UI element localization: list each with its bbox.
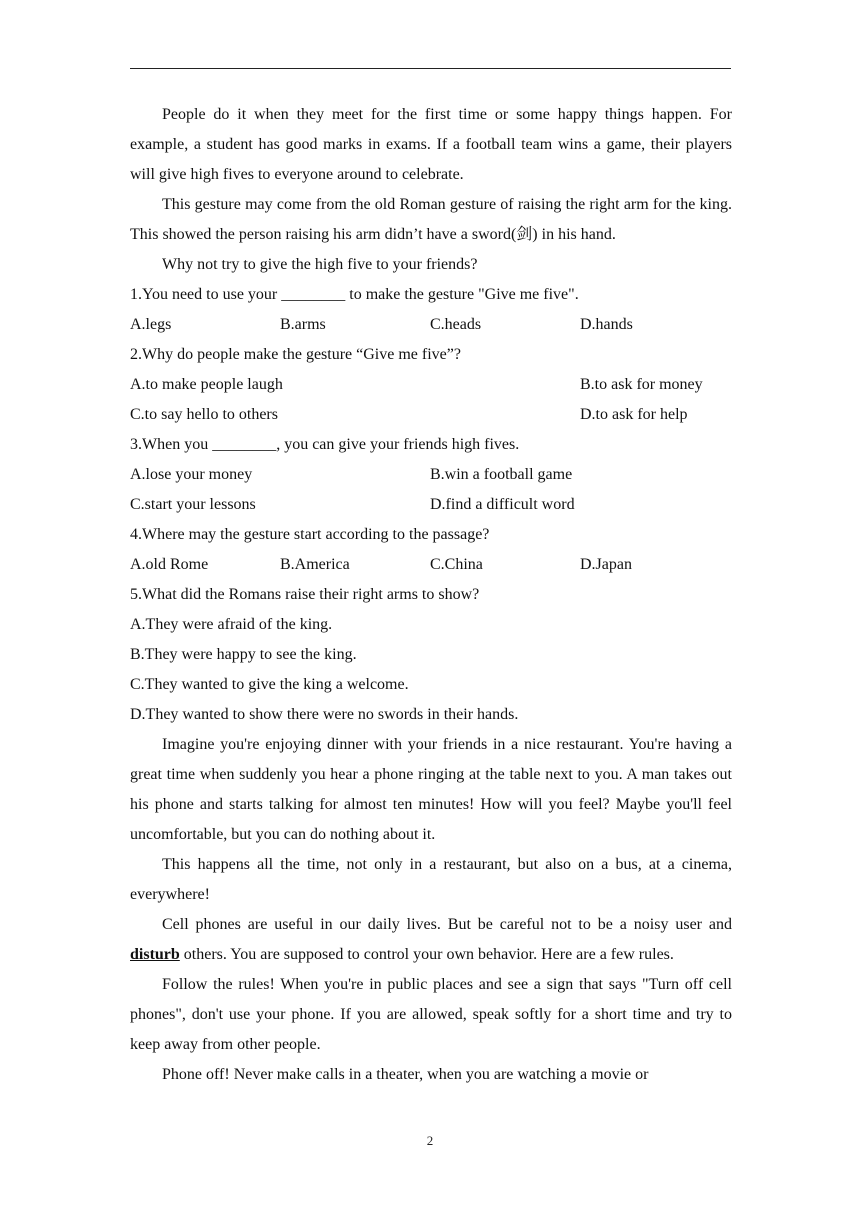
passage2-paragraph-1: Imagine you're enjoying dinner with your friends in a nice restaurant. You're having a great time when suddenly you hear a phone ringing at the table next to you. A man takes out his phone and starts talking for almost ten minutes! How will you feel? Maybe you'll feel uncomfortable, but you can do nothing about it. xyxy=(130,736,732,843)
paragraph-text-before: Cell phones are useful in our daily lives. But be careful not to be a noisy user and xyxy=(162,916,732,933)
question-3-options-row-2 xyxy=(130,490,732,520)
question-1-options xyxy=(130,310,732,340)
option-d: D.to ask for help xyxy=(580,406,688,423)
option-a: A.legs xyxy=(130,316,172,333)
passage2-paragraph-4: Follow the rules! When you're in public places and see a sign that says "Turn off cell phones", don't use your phone. If you are allowed, speak softly for a short time and try to keep away from other people. xyxy=(130,976,732,1053)
option-c: C.China xyxy=(430,556,483,573)
paragraph-text-after: others. You are supposed to control your own behavior. Here are a few rules. xyxy=(179,946,674,963)
option-d: D.They wanted to show there were no swords in their hands. xyxy=(130,706,519,723)
question-3-stem: 3.When you ________, you can give your friends high fives. xyxy=(130,436,520,453)
passage1-paragraph-2: This gesture may come from the old Roman gesture of raising the right arm for the king. This showed the person raising his arm didn’t have a sword(剑) in his hand. xyxy=(130,196,732,243)
question-5-stem: 5.What did the Romans raise their right arms to show? xyxy=(130,586,480,603)
passage1-paragraph-1: People do it when they meet for the first time or some happy things happen. For example, a student has good marks in exams. If a football team wins a game, their players will give high fives to everyone around to celebrate. xyxy=(130,106,732,183)
question-1-stem: 1.You need to use your ________ to make the gesture "Give me five". xyxy=(130,286,579,303)
option-d: D.find a difficult word xyxy=(430,496,575,513)
option-d: D.Japan xyxy=(580,556,632,573)
option-b: B.America xyxy=(280,556,350,573)
option-a: A.lose your money xyxy=(130,466,253,483)
option-a: A.old Rome xyxy=(130,556,209,573)
option-b: B.They were happy to see the king. xyxy=(130,646,357,663)
question-3-options-row-1 xyxy=(130,460,732,490)
underlined-keyword: disturb xyxy=(130,946,180,963)
document-body xyxy=(130,100,732,1090)
question-4-stem: 4.Where may the gesture start according to the passage? xyxy=(130,526,490,543)
option-a: A.They were afraid of the king. xyxy=(130,616,333,633)
option-a: A.to make people laugh xyxy=(130,376,283,393)
option-b: B.to ask for money xyxy=(580,376,703,393)
header-rule xyxy=(130,68,731,69)
question-4-options xyxy=(130,550,732,580)
option-c: C.heads xyxy=(430,316,482,333)
passage1-paragraph-3: Why not try to give the high five to your friends? xyxy=(162,256,478,273)
passage2-paragraph-5: Phone off! Never make calls in a theater, when you are watching a movie or xyxy=(162,1066,649,1083)
option-b: B.arms xyxy=(280,316,326,333)
option-c: C.They wanted to give the king a welcome. xyxy=(130,676,409,693)
option-c: C.start your lessons xyxy=(130,496,256,513)
option-c: C.to say hello to others xyxy=(130,406,278,423)
option-b: B.win a football game xyxy=(430,466,573,483)
question-2-options-row-1 xyxy=(130,370,732,400)
question-2-options-row-2 xyxy=(130,400,732,430)
passage2-paragraph-2: This happens all the time, not only in a restaurant, but also on a bus, at a cinema, everywhere! xyxy=(130,856,732,903)
page-number: 2 xyxy=(426,1133,434,1148)
passage2-paragraph-3 xyxy=(130,910,732,970)
question-2-stem: 2.Why do people make the gesture “Give me five”? xyxy=(130,346,461,363)
option-d: D.hands xyxy=(580,316,633,333)
